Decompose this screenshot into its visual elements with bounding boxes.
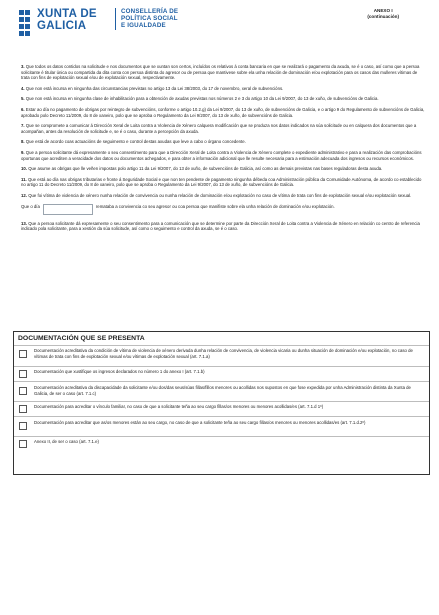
declaration-item: 13. Que a persoa solicitante dá expresamente o seu consentimento para a comunicación que se determine por parte da Dirección Xeral de Loita contra a Violencia de Xénero en relación co centro de referencia indicado pola solicitante, para a xestión da súa solicitude, así como o seguimento e control da axuda, se é o caso. (21, 220, 420, 232)
cohabitation-end-date-line (21, 204, 425, 215)
xunta-emblem-icon (19, 8, 33, 46)
documentation-row (14, 436, 429, 451)
annex-heading (367, 8, 399, 20)
xunta-logo (19, 8, 109, 48)
declaration-item: 3. Que todos os datos contidos na solicitude e nos documentos que se xuntan son certos, incluídos os relativos á conta bancaria en que se realizará o pagamento da axuda, se é o caso, así como que a persoa solicitante é titular única ou compartida da dita conta con persoa distinta do agresor ou de persoa que mantivese sobre ela unha relación de dominación e/ou explotación para os casos das mulleres vítimas de trata con fins de explotación sexual e/ou de explotación sexual, respectivamente. (21, 64, 420, 81)
logo-text: XUNTA DE GALICIA (37, 8, 97, 32)
documentation-title: DOCUMENTACIÓN QUE SE PRESENTA (14, 332, 429, 346)
documentation-row-label: Documentación para acreditar o vínculo familiar, no caso de que a solicitante teña ao seu cargo fillas/os menores ou menores acollidas/es (art. 7.1.d 1º) (34, 404, 324, 409)
declarations-list (21, 64, 425, 237)
documentation-checkbox[interactable] (19, 440, 27, 448)
documentation-row-label: Anexo II, de ser o caso (art. 7.1.e) (34, 439, 99, 444)
declaration-item: 8. Que está de acordo coas actuacións de seguimento e control destas axudas que leve a cabo o órgano concedente. (21, 139, 246, 145)
documentation-checkbox[interactable] (19, 387, 27, 395)
documentation-row-label: Documentación acreditativa da discapacidade da solicitante e/ou dos/das seus/súas fillas/fillos menores ou acollidas nos supostos en que fose expedida por unha Administración distinta da Xunta de Galicia, de ser o caso (art. 7.1.c) (34, 385, 411, 396)
documentation-checkbox[interactable] (19, 405, 27, 413)
declaration-item: 12. Que foi vítima de violencia de xénero nunha relación de convivencia ou nunha relación de dominación e/ou explotación no caso de vítima de trata con fins de explotación sexual e/ou explotación sexual. (21, 192, 412, 198)
documentation-checkbox[interactable] (19, 370, 27, 378)
declaration-item: 11. Que está ao día nas obrigas tributarias e fronte á Seguridade Social e que non ten pendente de pagamento ningunha débeda coa Administración pública da Comunidade Autónoma, de acordo co establecido no artigo 11 do Decreto 11/2009, do 8 de xaneiro, polo que se aproba o Regulamento da Lei 9/2007, do 13 de xuño, de subvencións de Galicia. (21, 176, 422, 188)
documentation-section (13, 331, 430, 475)
documentation-row (14, 345, 429, 366)
page-header (19, 6, 429, 48)
documentation-row-label: Documentación para acreditar que as/os menores están ao seu cargo, no caso de que a solicitante teña ao seu cargo fillas/os menores ou menores acollidas/es (art. 7.1.d.2º) (34, 420, 366, 425)
documentation-checkbox[interactable] (19, 350, 27, 358)
documentation-checkbox[interactable] (19, 422, 27, 430)
declaration-item: 4. Que non está incursa en ningunha das circunstancias previstas no artigo 13 da Lei 38/2003, do 17 de novembro, xeral de subvencións. (21, 85, 284, 91)
declaration-item: 10. Que asume as obrigas que lle veñen impostas polo artigo 11 da Lei 9/2007, do 13 de xuño, de subvencións de Galicia, así como as demais previstas nas bases reguladoras desta axuda. (21, 166, 383, 172)
department-name: CONSELLERÍA DE POLÍTICA SOCIAL E IGUALDADE (115, 8, 178, 30)
date-prefix: Que o día (21, 203, 40, 209)
annex-subtitle: (continuación) (367, 14, 399, 19)
declaration-item: 9. Que a persoa solicitante dá expresamente o seu consentimento para que a Dirección Xeral de Loita contra a Violencia de Xénero complete o expediente administrativo e para a realización das comprobacións oportunas que acrediten a veracidade dos datos ou documentos achegados, e para obter a información adicional que lle resulte necesaria para a estimación adecuada dos ingresos ou recursos económicos. (21, 149, 422, 161)
documentation-row (14, 366, 429, 381)
declaration-item: 6. Estar ao día no pagamento de obrigas por reintegro de subvencións, conforme o artigo 10.2.g) da Lei 9/2007, do 13 de xuño, de subvencións de Galicia, e o artigo 9 do Regulamento de subvencións de Galicia, aprobado polo Decreto 11/2009, do 8 de xaneiro, polo que se aproba o Regulamento da Lei 9/2007, do 13 de xuño, de subvencións de Galicia. (21, 106, 425, 118)
cohabitation-end-date-input[interactable] (43, 204, 93, 215)
declaration-item: 5. Que non está incursa en ningunha clase de inhabilitación para a obtención de axudas previstas nos números 2 e 3 do artigo 10 da Lei 9/2007, do 13 de xuño, de subvencións de Galicia. (21, 96, 379, 102)
documentation-row (14, 381, 429, 401)
documentation-row (14, 401, 429, 416)
documentation-row-label: Documentación que xustifique os ingresos declarados no número 1 do anexo I (art. 7.1.b) (34, 369, 205, 374)
date-suffix: remataba a convivencia co seu agresor ou coa persoa que manifiste sobre ela unha relación de dominación e/ou explotación. (95, 203, 335, 209)
documentation-row (14, 416, 429, 436)
documentation-row-label: Documentación acreditativa da condición de vítima de violencia de xénero derivada dunha relación de convivencia, de violencia vicaria ou dunha situación de dominación e/ou explotación, no caso de vítimas de trata con fins de explotación sexual e/ou vítimas de explotación sexual (art. 7.1.a) (34, 348, 413, 359)
annex-title: ANEXO I (373, 8, 393, 13)
declaration-item: 7. Que se compromete a comunicar á Dirección Xeral de Loita contra a Violencia de Xénero calquera modificación que se produza nos datos indicados na súa solicitude ou en calquera dos documentos que a acompañan, antes da resolución de solicitude e, se é o caso, durante a percepción da axuda. (21, 123, 417, 134)
